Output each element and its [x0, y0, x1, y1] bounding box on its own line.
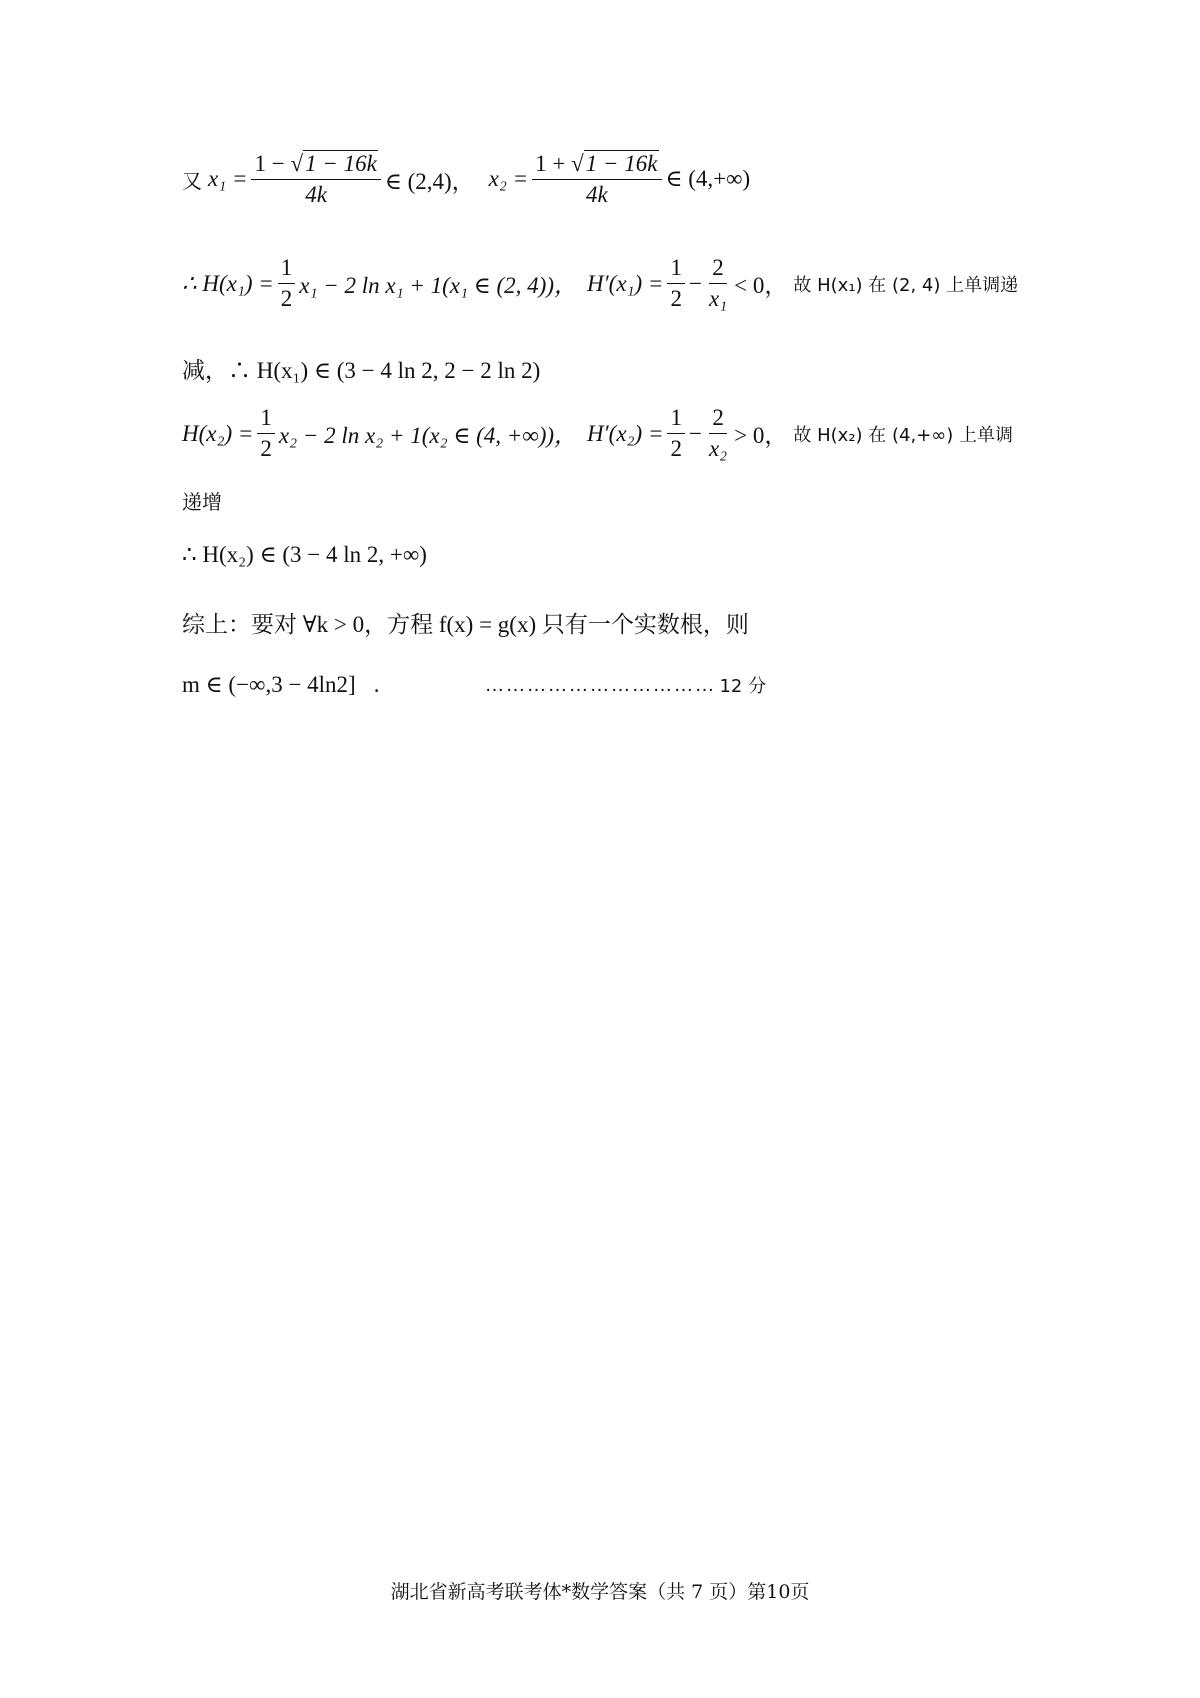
x2-denominator: 4k [585, 182, 608, 207]
h-x1-lhs: ∴ H(x₁) = [182, 270, 274, 296]
x1-radicand: 1 − 16k [305, 151, 377, 176]
x1-denominator: 4k [305, 182, 328, 207]
h-x2-rhs: x₂ − 2 ln x₂ + 1(x₂ ∈ (4, +∞))， [278, 423, 578, 448]
h-x2-deriv-frac-den: x₂ [708, 436, 728, 461]
h-x2-range-text: ∴ H(x₂) ∈ (3 − 4 ln 2, +∞) [182, 542, 427, 567]
h-x1-deriv-half-den: 2 [670, 286, 682, 311]
h-x1-range-text: 减，∴ H(x₁) ∈ (3 − 4 ln 2, 2 − 2 ln 2) [182, 358, 541, 383]
h-x1-half [278, 255, 296, 312]
h-x2-deriv-frac-num: 2 [709, 405, 727, 434]
h-x2-half-den: 2 [260, 436, 272, 461]
x1-fraction [251, 150, 380, 208]
x1-numerator [251, 150, 380, 180]
line-h-x2-range [182, 542, 427, 568]
x2-numerator [532, 150, 661, 180]
score-label: 12 分 [719, 676, 767, 697]
x1-interval: ∈ (2,4)， [384, 168, 475, 194]
h-x2-conclusion: 故 H(x₂) 在 (4,+∞) 上单调 [793, 424, 1014, 446]
x2-fraction [532, 150, 661, 208]
h-x1-deriv-frac-num: 2 [709, 255, 727, 284]
x2-lhs: x₂ = [488, 166, 529, 191]
line-increasing [182, 486, 222, 515]
x1-num-a: 1 − [254, 151, 285, 176]
answer-period: . [373, 672, 380, 697]
h-x1-deriv-frac [706, 255, 730, 312]
h-x1-conclusion: 故 H(x₁) 在 (2, 4) 上单调递 [793, 274, 1019, 296]
h-x1-rhs: x₁ − 2 ln x₁ + 1(x₁ ∈ (2, 4))， [299, 273, 578, 298]
line-h-x1-range [182, 352, 540, 385]
h-x2-lhs: H(x₂) = [182, 420, 254, 446]
h-x2-deriv-minus: − [688, 420, 702, 446]
h-x1-deriv-frac-den: x₁ [708, 286, 728, 311]
h-x2-half [257, 405, 275, 462]
x1-lhs: x₁ = [208, 166, 248, 191]
line-h-x1 [182, 255, 1018, 312]
h-x2-deriv-tail: > 0， [734, 423, 788, 448]
h-x2-deriv-frac [706, 405, 730, 462]
x2-sqrt: √ 1 − 16k [571, 151, 658, 176]
h-x1-deriv-half [667, 255, 685, 312]
line-answer [182, 672, 766, 698]
h-x1-deriv-tail: < 0， [734, 273, 788, 298]
answer-expression: m ∈ (−∞,3 − 4ln2] [182, 672, 356, 697]
h-x1-deriv-minus: − [688, 270, 702, 296]
h-x2-deriv-lhs: H′(x₂) = [587, 420, 664, 446]
h-x1-half-num: 1 [278, 255, 296, 284]
h-x1-deriv-lhs: H′(x₁) = [587, 270, 664, 296]
h-x1-deriv-half-num: 1 [667, 255, 685, 284]
h-x2-deriv-half [667, 405, 685, 462]
x2-radicand: 1 − 16k [585, 151, 658, 176]
h-x2-deriv-half-num: 1 [667, 405, 685, 434]
line-summary [182, 606, 749, 639]
increasing-text: 递增 [182, 490, 222, 514]
line-x1-x2 [182, 150, 750, 208]
score-leader-dots: …………………………… [484, 673, 716, 696]
summary-text: 综上：要对 ∀k > 0，方程 f(x) = g(x) 只有一个实数根，则 [182, 612, 749, 637]
page-footer: 湖北省新高考联考体*数学答案（共 7 页）第10页 [390, 1581, 810, 1603]
x2-interval: ∈ (4,+∞) [665, 166, 751, 191]
h-x1-half-den: 2 [280, 286, 293, 311]
x1-sqrt: √ 1 − 16k [290, 151, 377, 176]
prefix-you: 又 [182, 168, 202, 193]
x2-num-a: 1 + [535, 151, 566, 176]
line-h-x2 [182, 405, 1013, 462]
h-x2-deriv-half-den: 2 [670, 436, 682, 461]
h-x2-half-num: 1 [257, 405, 275, 434]
